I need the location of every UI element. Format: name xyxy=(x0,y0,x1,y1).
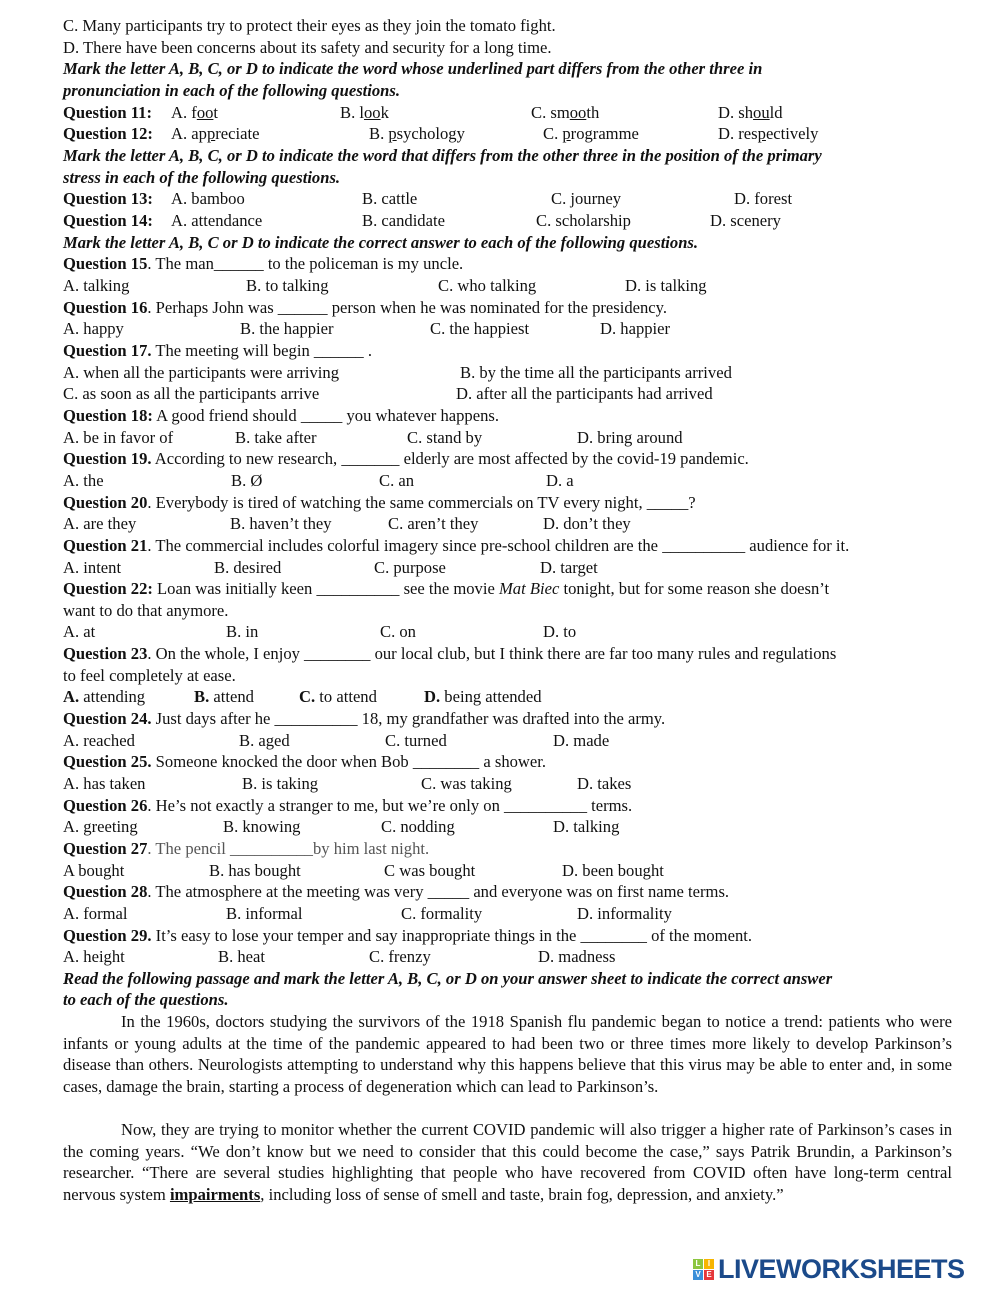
option-d[interactable]: D. bring around xyxy=(577,428,683,447)
instruction: pronunciation in each of the following questions. xyxy=(63,81,401,100)
options xyxy=(63,275,952,297)
option-a[interactable]: A. be in favor of xyxy=(63,428,174,447)
question-15: Question 15. The man______ to the policeman is my uncle. xyxy=(63,254,464,273)
option-c[interactable]: C. turned xyxy=(385,731,447,750)
instruction: Mark the letter A, B, C, or D to indicate the word whose underlined part differs from the other three in xyxy=(63,59,763,78)
option-c[interactable]: C. aren’t they xyxy=(388,514,479,533)
option-c[interactable]: C. scholarship xyxy=(536,211,631,230)
question-20: Question 20. Everybody is tired of watching the same commercials on TV every night, _____? xyxy=(63,493,696,512)
option-b[interactable]: B. haven’t they xyxy=(230,514,332,533)
options xyxy=(63,773,952,795)
option-d[interactable]: D. been bought xyxy=(562,861,664,880)
option-c[interactable]: C. who talking xyxy=(438,276,537,295)
option-c[interactable]: C. on xyxy=(380,622,416,641)
option-a[interactable]: A. formal xyxy=(63,904,128,923)
question-29: Question 29. It’s easy to lose your temper and say inappropriate things in the ________ of the moment. xyxy=(63,926,752,945)
option-c[interactable]: C. as soon as all the participants arrive xyxy=(63,384,320,403)
option-a[interactable]: A bought xyxy=(63,861,125,880)
question-13 xyxy=(63,188,952,210)
instruction: stress in each of the following questions. xyxy=(63,168,341,187)
option-d[interactable]: D. made xyxy=(553,731,610,750)
question-label: Question 11: xyxy=(63,103,152,122)
question-17: Question 17. The meeting will begin ______ . xyxy=(63,341,372,360)
option-d[interactable]: D. a xyxy=(546,471,574,490)
option-a[interactable]: A. are they xyxy=(63,514,137,533)
option-a[interactable]: A. the xyxy=(63,471,104,490)
option-b[interactable]: B. to talking xyxy=(246,276,329,295)
options xyxy=(63,362,952,384)
options xyxy=(63,816,952,838)
option-d[interactable]: D. is talking xyxy=(625,276,707,295)
option-a[interactable]: A. attendance xyxy=(171,211,263,230)
options xyxy=(63,860,952,882)
option-c[interactable]: C. an xyxy=(379,471,415,490)
question-23: Question 23. On the whole, I enjoy ________ our local club, but I think there are far too many rules and regulations xyxy=(63,644,837,663)
option-a[interactable]: A. foot xyxy=(171,103,219,122)
question-12 xyxy=(63,123,952,145)
option-c[interactable]: C. journey xyxy=(551,189,622,208)
option-b[interactable]: B. is taking xyxy=(242,774,319,793)
option-a[interactable]: A. when all the participants were arriving xyxy=(63,363,340,382)
option-c[interactable]: C. programme xyxy=(543,124,639,143)
question-label: Question 12: xyxy=(63,124,153,143)
question-26: Question 26. He’s not exactly a stranger to me, but we’re only on __________ terms. xyxy=(63,796,633,815)
instruction: to each of the questions. xyxy=(63,990,229,1009)
options xyxy=(63,513,952,535)
options xyxy=(63,318,952,340)
option-b[interactable]: B. cattle xyxy=(362,189,418,208)
option-c[interactable]: C. formality xyxy=(401,904,483,923)
option-a[interactable]: A. reached xyxy=(63,731,135,750)
option-a[interactable]: A. height xyxy=(63,947,125,966)
option-a[interactable]: A. appreciate xyxy=(171,124,260,143)
option-c[interactable]: C. the happiest xyxy=(430,319,530,338)
option-line: C. Many participants try to protect their eyes as they join the tomato fight. xyxy=(63,16,556,35)
option-a[interactable]: A. bamboo xyxy=(171,189,245,208)
options xyxy=(63,946,952,968)
option-b[interactable]: B. aged xyxy=(239,731,290,750)
question-text-continued: to feel completely at ease. xyxy=(63,666,236,685)
live-blocks-icon: L I V E xyxy=(693,1259,714,1280)
option-d[interactable]: D. respectively xyxy=(718,124,819,143)
option-c[interactable]: C was bought xyxy=(384,861,476,880)
option-line: D. There have been concerns about its safety and security for a long time. xyxy=(63,38,552,57)
option-b[interactable]: B. take after xyxy=(235,428,317,447)
question-28: Question 28. The atmosphere at the meeting was very _____ and everyone was on first name terms. xyxy=(63,882,730,901)
option-c[interactable]: C. to attend xyxy=(299,687,377,706)
option-b[interactable]: B. knowing xyxy=(223,817,301,836)
option-a[interactable]: A. attending xyxy=(63,687,146,706)
option-b[interactable]: B. attend xyxy=(194,687,254,706)
option-d[interactable]: D. target xyxy=(540,558,598,577)
option-a[interactable]: A. happy xyxy=(63,319,124,338)
option-d[interactable]: D. informality xyxy=(577,904,672,923)
question-16: Question 16. Perhaps John was ______ person when he was nominated for the presidency. xyxy=(63,298,668,317)
question-label: Question 13: xyxy=(63,189,153,208)
option-a[interactable]: A. intent xyxy=(63,558,122,577)
underlined-word: impairments xyxy=(169,1184,261,1204)
options xyxy=(63,470,952,492)
question-11 xyxy=(63,102,952,124)
options xyxy=(63,621,952,643)
question-18: Question 18: A good friend should _____ you whatever happens. xyxy=(63,406,500,425)
option-c[interactable]: C. smooth xyxy=(531,103,600,122)
option-b[interactable]: B. heat xyxy=(218,947,266,966)
option-d[interactable]: D. scenery xyxy=(710,211,781,230)
option-d[interactable]: D. don’t they xyxy=(543,514,631,533)
option-a[interactable]: A. has taken xyxy=(63,774,146,793)
option-a[interactable]: A. talking xyxy=(63,276,130,295)
option-d[interactable]: D. being attended xyxy=(424,687,542,706)
passage-paragraph-1: In the 1960s, doctors studying the survivors of the 1918 Spanish flu pandemic began to notice a trend: patients who were infants or young adults at the time of the pandemic appeared to had been two or three times more likely to develop Parkinson’s disease than others. Neurologists attempting to understand why this happens believe that this virus may be able to enter and, in some cases, damage the brain, starting a process of degeneration which can lead to Parkinson’s. xyxy=(63,1012,952,1096)
question-25: Question 25. Someone knocked the door when Bob ________ a shower. xyxy=(63,752,547,771)
option-b[interactable]: B. look xyxy=(340,103,389,122)
instruction: Mark the letter A, B, C or D to indicate the correct answer to each of the following questions. xyxy=(63,233,699,252)
options xyxy=(63,686,952,708)
option-b[interactable]: B. by the time all the participants arrived xyxy=(460,363,732,382)
option-d[interactable]: D. after all the participants had arrived xyxy=(456,384,713,403)
options xyxy=(63,557,952,579)
option-c[interactable]: C. was taking xyxy=(421,774,512,793)
question-27: Question 27. The pencil __________by him last night. xyxy=(63,839,430,858)
option-c[interactable]: C. frenzy xyxy=(369,947,431,966)
options xyxy=(63,427,952,449)
option-c[interactable]: C. purpose xyxy=(374,558,446,577)
options xyxy=(63,730,952,752)
question-text-continued: want to do that anymore. xyxy=(63,601,229,620)
options xyxy=(63,903,952,925)
passage-paragraph-2: Now, they are trying to monitor whether the current COVID pandemic will also trigger a higher rate of Parkinson’s cases in the coming years. “We don’t know but we need to consider that this could become the case,” says Patrik Brundin, a Parkinson’s researcher. “There are several studies highlighting that people who have recovered from COVID often have long-term central nervous system impairments, including loss of sense of smell and taste, brain fog, depression, and anxiety.” xyxy=(63,1120,952,1204)
option-d[interactable]: D. should xyxy=(718,103,783,122)
question-label: Question 14: xyxy=(63,211,153,230)
option-d[interactable]: D. happier xyxy=(600,319,671,338)
option-b[interactable]: B. has bought xyxy=(209,861,301,880)
option-b[interactable]: B. desired xyxy=(214,558,282,577)
option-d[interactable]: D. madness xyxy=(538,947,616,966)
option-d[interactable]: D. takes xyxy=(577,774,632,793)
option-b[interactable]: B. the happier xyxy=(240,319,334,338)
option-d[interactable]: D. forest xyxy=(734,189,793,208)
question-21: Question 21. The commercial includes colorful imagery since pre-school children are the __________ audience for it. xyxy=(63,536,850,555)
option-d[interactable]: D. to xyxy=(543,622,577,641)
question-22: Question 22: Loan was initially keen __________ see the movie Mat Biec tonight, but for some reason she doesn’t xyxy=(63,579,830,598)
liveworksheets-logo: L I V E LIVEWORKSHEETS xyxy=(693,1254,965,1285)
option-a[interactable]: A. greeting xyxy=(63,817,138,836)
question-19: Question 19. According to new research, _______ elderly are most affected by the covid-19 pandemic. xyxy=(63,449,749,468)
option-d[interactable]: D. talking xyxy=(553,817,620,836)
option-a[interactable]: A. at xyxy=(63,622,96,641)
instruction: Mark the letter A, B, C, or D to indicate the word that differs from the other three in the position of the primary xyxy=(63,146,822,165)
option-c[interactable]: C. nodding xyxy=(381,817,455,836)
option-b[interactable]: B. informal xyxy=(226,904,303,923)
option-b[interactable]: B. psychology xyxy=(369,124,465,143)
option-c[interactable]: C. stand by xyxy=(407,428,483,447)
question-24: Question 24. Just days after he __________ 18, my grandfather was drafted into the army. xyxy=(63,709,666,728)
option-b[interactable]: B. Ø xyxy=(231,471,263,490)
question-14 xyxy=(63,210,952,232)
option-b[interactable]: B. candidate xyxy=(362,211,445,230)
option-b[interactable]: B. in xyxy=(226,622,259,641)
options xyxy=(63,383,952,405)
instruction: Read the following passage and mark the letter A, B, C, or D on your answer sheet to indicate the correct answer xyxy=(63,969,833,988)
